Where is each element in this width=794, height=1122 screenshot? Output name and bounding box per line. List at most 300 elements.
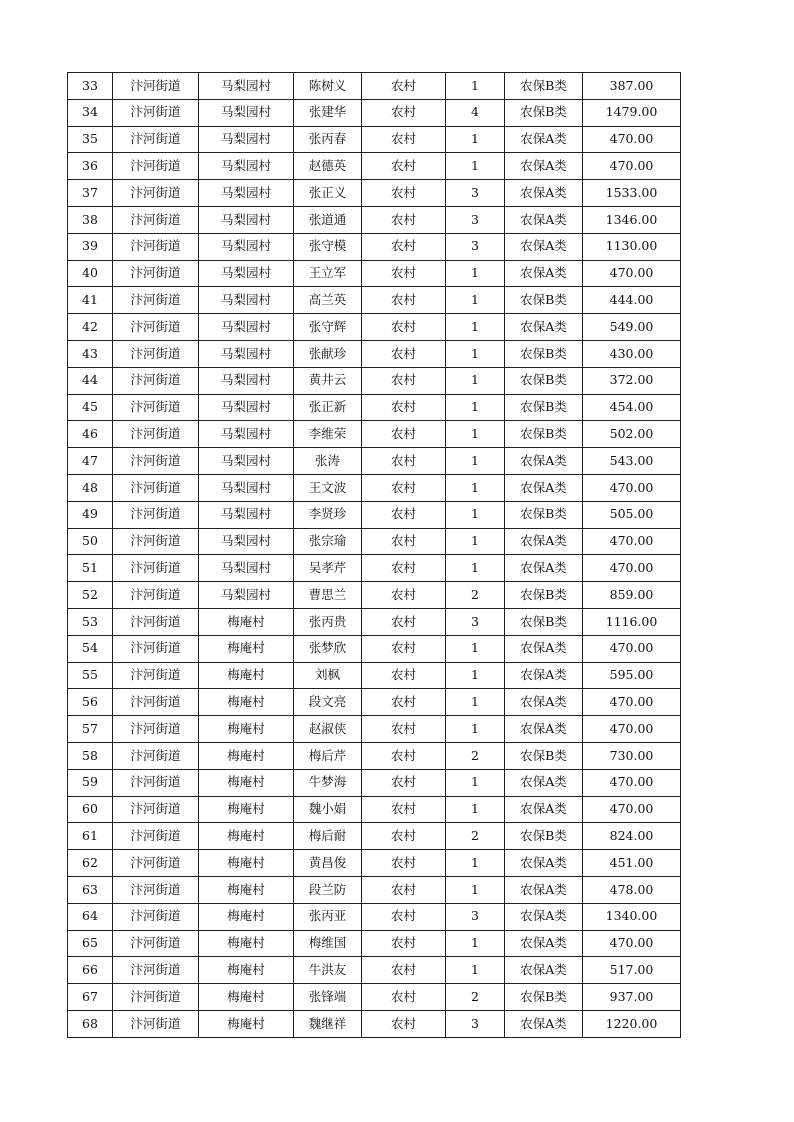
household-size-cell: 1: [446, 796, 505, 823]
household-size-cell: 1: [446, 528, 505, 555]
household-type-cell: 农村: [362, 501, 446, 528]
amount-cell: 372.00: [583, 367, 681, 394]
row-number-cell: 49: [68, 501, 113, 528]
table-row: [68, 957, 681, 984]
village-cell: 马梨园村: [199, 73, 294, 100]
name-cell: 张丙春: [294, 126, 362, 153]
table-row: [68, 501, 681, 528]
street-cell: 汴河街道: [113, 448, 199, 475]
name-cell: 黄井云: [294, 367, 362, 394]
street-cell: 汴河街道: [113, 984, 199, 1011]
village-cell: 梅庵村: [199, 850, 294, 877]
table-row: [68, 662, 681, 689]
street-cell: 汴河街道: [113, 635, 199, 662]
row-number-cell: 57: [68, 716, 113, 743]
amount-cell: 470.00: [583, 689, 681, 716]
village-cell: 马梨园村: [199, 206, 294, 233]
insurance-category-cell: 农保B类: [505, 984, 583, 1011]
street-cell: 汴河街道: [113, 474, 199, 501]
amount-cell: 470.00: [583, 260, 681, 287]
household-size-cell: 3: [446, 608, 505, 635]
household-type-cell: 农村: [362, 126, 446, 153]
row-number-cell: 33: [68, 73, 113, 100]
village-cell: 马梨园村: [199, 501, 294, 528]
household-type-cell: 农村: [362, 99, 446, 126]
amount-cell: 470.00: [583, 930, 681, 957]
household-type-cell: 农村: [362, 233, 446, 260]
name-cell: 赵德英: [294, 153, 362, 180]
insurance-category-cell: 农保A类: [505, 903, 583, 930]
village-cell: 梅庵村: [199, 957, 294, 984]
amount-cell: 517.00: [583, 957, 681, 984]
village-cell: 马梨园村: [199, 394, 294, 421]
amount-cell: 454.00: [583, 394, 681, 421]
amount-cell: 937.00: [583, 984, 681, 1011]
village-cell: 梅庵村: [199, 716, 294, 743]
table-row: [68, 367, 681, 394]
amount-cell: 505.00: [583, 501, 681, 528]
household-size-cell: 2: [446, 984, 505, 1011]
amount-cell: 730.00: [583, 742, 681, 769]
table-row: [68, 73, 681, 100]
street-cell: 汴河街道: [113, 501, 199, 528]
table-row: [68, 528, 681, 555]
household-type-cell: 农村: [362, 421, 446, 448]
household-size-cell: 1: [446, 876, 505, 903]
table-row: [68, 555, 681, 582]
insurance-category-cell: 农保B类: [505, 340, 583, 367]
village-cell: 梅庵村: [199, 769, 294, 796]
street-cell: 汴河街道: [113, 126, 199, 153]
household-type-cell: 农村: [362, 876, 446, 903]
name-cell: 张正新: [294, 394, 362, 421]
household-type-cell: 农村: [362, 984, 446, 1011]
street-cell: 汴河街道: [113, 394, 199, 421]
table-row: [68, 876, 681, 903]
village-cell: 马梨园村: [199, 582, 294, 609]
row-number-cell: 55: [68, 662, 113, 689]
household-type-cell: 农村: [362, 206, 446, 233]
household-type-cell: 农村: [362, 367, 446, 394]
amount-cell: 549.00: [583, 314, 681, 341]
amount-cell: 470.00: [583, 716, 681, 743]
row-number-cell: 56: [68, 689, 113, 716]
household-type-cell: 农村: [362, 180, 446, 207]
household-type-cell: 农村: [362, 903, 446, 930]
village-cell: 梅庵村: [199, 930, 294, 957]
household-size-cell: 3: [446, 1010, 505, 1037]
household-size-cell: 1: [446, 314, 505, 341]
household-type-cell: 农村: [362, 582, 446, 609]
village-cell: 梅庵村: [199, 662, 294, 689]
village-cell: 梅庵村: [199, 689, 294, 716]
street-cell: 汴河街道: [113, 367, 199, 394]
name-cell: 黄昌俊: [294, 850, 362, 877]
amount-cell: 824.00: [583, 823, 681, 850]
amount-cell: 470.00: [583, 474, 681, 501]
name-cell: 张守模: [294, 233, 362, 260]
table-row: [68, 153, 681, 180]
row-number-cell: 38: [68, 206, 113, 233]
name-cell: 魏继祥: [294, 1010, 362, 1037]
household-size-cell: 1: [446, 260, 505, 287]
row-number-cell: 58: [68, 742, 113, 769]
table-row: [68, 474, 681, 501]
household-type-cell: 农村: [362, 474, 446, 501]
row-number-cell: 42: [68, 314, 113, 341]
household-size-cell: 1: [446, 153, 505, 180]
amount-cell: 470.00: [583, 769, 681, 796]
household-size-cell: 1: [446, 287, 505, 314]
household-size-cell: 4: [446, 99, 505, 126]
table-row: [68, 582, 681, 609]
name-cell: 张献珍: [294, 340, 362, 367]
household-size-cell: 3: [446, 233, 505, 260]
street-cell: 汴河街道: [113, 1010, 199, 1037]
village-cell: 梅庵村: [199, 903, 294, 930]
street-cell: 汴河街道: [113, 340, 199, 367]
household-size-cell: 1: [446, 340, 505, 367]
table-row: [68, 1010, 681, 1037]
street-cell: 汴河街道: [113, 796, 199, 823]
village-cell: 梅庵村: [199, 1010, 294, 1037]
household-type-cell: 农村: [362, 635, 446, 662]
street-cell: 汴河街道: [113, 555, 199, 582]
table-row: [68, 394, 681, 421]
village-cell: 马梨园村: [199, 260, 294, 287]
insurance-category-cell: 农保A类: [505, 662, 583, 689]
village-cell: 马梨园村: [199, 448, 294, 475]
insurance-category-cell: 农保A类: [505, 153, 583, 180]
insurance-category-cell: 农保B类: [505, 287, 583, 314]
row-number-cell: 63: [68, 876, 113, 903]
household-size-cell: 1: [446, 394, 505, 421]
row-number-cell: 46: [68, 421, 113, 448]
village-cell: 马梨园村: [199, 126, 294, 153]
name-cell: 王立军: [294, 260, 362, 287]
street-cell: 汴河街道: [113, 742, 199, 769]
insurance-category-cell: 农保A类: [505, 769, 583, 796]
records-table: [67, 72, 681, 1038]
row-number-cell: 36: [68, 153, 113, 180]
name-cell: 吴孝芹: [294, 555, 362, 582]
street-cell: 汴河街道: [113, 876, 199, 903]
table-row: [68, 689, 681, 716]
row-number-cell: 60: [68, 796, 113, 823]
table-row: [68, 421, 681, 448]
amount-cell: 1346.00: [583, 206, 681, 233]
name-cell: 高兰英: [294, 287, 362, 314]
household-type-cell: 农村: [362, 850, 446, 877]
household-size-cell: 1: [446, 73, 505, 100]
village-cell: 马梨园村: [199, 474, 294, 501]
household-type-cell: 农村: [362, 153, 446, 180]
name-cell: 张涛: [294, 448, 362, 475]
row-number-cell: 51: [68, 555, 113, 582]
insurance-category-cell: 农保A类: [505, 180, 583, 207]
street-cell: 汴河街道: [113, 528, 199, 555]
name-cell: 梅维国: [294, 930, 362, 957]
amount-cell: 1533.00: [583, 180, 681, 207]
insurance-category-cell: 农保A类: [505, 689, 583, 716]
table-row: [68, 984, 681, 1011]
street-cell: 汴河街道: [113, 233, 199, 260]
household-type-cell: 农村: [362, 287, 446, 314]
street-cell: 汴河街道: [113, 850, 199, 877]
street-cell: 汴河街道: [113, 287, 199, 314]
name-cell: 张守辉: [294, 314, 362, 341]
amount-cell: 478.00: [583, 876, 681, 903]
name-cell: 刘枫: [294, 662, 362, 689]
table-row: [68, 340, 681, 367]
household-size-cell: 1: [446, 957, 505, 984]
household-type-cell: 农村: [362, 957, 446, 984]
village-cell: 马梨园村: [199, 287, 294, 314]
name-cell: 张道通: [294, 206, 362, 233]
name-cell: 魏小娟: [294, 796, 362, 823]
household-type-cell: 农村: [362, 662, 446, 689]
table-row: [68, 314, 681, 341]
table-row: [68, 930, 681, 957]
household-type-cell: 农村: [362, 823, 446, 850]
household-size-cell: 1: [446, 635, 505, 662]
village-cell: 马梨园村: [199, 340, 294, 367]
name-cell: 张丙亚: [294, 903, 362, 930]
insurance-category-cell: 农保A类: [505, 206, 583, 233]
amount-cell: 444.00: [583, 287, 681, 314]
street-cell: 汴河街道: [113, 99, 199, 126]
insurance-category-cell: 农保A类: [505, 474, 583, 501]
records-table-body: [68, 73, 681, 1038]
table-row: [68, 716, 681, 743]
household-type-cell: 农村: [362, 448, 446, 475]
row-number-cell: 34: [68, 99, 113, 126]
row-number-cell: 39: [68, 233, 113, 260]
name-cell: 张梦欣: [294, 635, 362, 662]
insurance-category-cell: 农保A类: [505, 796, 583, 823]
row-number-cell: 50: [68, 528, 113, 555]
amount-cell: 1479.00: [583, 99, 681, 126]
table-row: [68, 635, 681, 662]
household-type-cell: 农村: [362, 796, 446, 823]
insurance-category-cell: 农保B类: [505, 421, 583, 448]
row-number-cell: 45: [68, 394, 113, 421]
village-cell: 马梨园村: [199, 153, 294, 180]
village-cell: 梅庵村: [199, 796, 294, 823]
insurance-category-cell: 农保B类: [505, 582, 583, 609]
name-cell: 曹思兰: [294, 582, 362, 609]
insurance-category-cell: 农保B类: [505, 608, 583, 635]
household-type-cell: 农村: [362, 314, 446, 341]
row-number-cell: 40: [68, 260, 113, 287]
name-cell: 张建华: [294, 99, 362, 126]
amount-cell: 470.00: [583, 153, 681, 180]
amount-cell: 1220.00: [583, 1010, 681, 1037]
household-size-cell: 1: [446, 555, 505, 582]
street-cell: 汴河街道: [113, 823, 199, 850]
household-size-cell: 1: [446, 689, 505, 716]
street-cell: 汴河街道: [113, 957, 199, 984]
amount-cell: 859.00: [583, 582, 681, 609]
name-cell: 张锋端: [294, 984, 362, 1011]
insurance-category-cell: 农保A类: [505, 957, 583, 984]
insurance-category-cell: 农保A类: [505, 448, 583, 475]
row-number-cell: 41: [68, 287, 113, 314]
street-cell: 汴河街道: [113, 716, 199, 743]
row-number-cell: 53: [68, 608, 113, 635]
amount-cell: 387.00: [583, 73, 681, 100]
village-cell: 马梨园村: [199, 180, 294, 207]
row-number-cell: 44: [68, 367, 113, 394]
street-cell: 汴河街道: [113, 930, 199, 957]
insurance-category-cell: 农保B类: [505, 99, 583, 126]
insurance-category-cell: 农保A类: [505, 635, 583, 662]
insurance-category-cell: 农保B类: [505, 367, 583, 394]
table-row: [68, 448, 681, 475]
amount-cell: 430.00: [583, 340, 681, 367]
street-cell: 汴河街道: [113, 421, 199, 448]
household-type-cell: 农村: [362, 340, 446, 367]
row-number-cell: 52: [68, 582, 113, 609]
table-row: [68, 850, 681, 877]
name-cell: 李维荣: [294, 421, 362, 448]
name-cell: 张宗瑜: [294, 528, 362, 555]
household-type-cell: 农村: [362, 689, 446, 716]
insurance-category-cell: 农保B类: [505, 501, 583, 528]
household-type-cell: 农村: [362, 930, 446, 957]
household-type-cell: 农村: [362, 769, 446, 796]
name-cell: 赵淑侠: [294, 716, 362, 743]
insurance-category-cell: 农保B类: [505, 742, 583, 769]
household-type-cell: 农村: [362, 555, 446, 582]
amount-cell: 470.00: [583, 528, 681, 555]
street-cell: 汴河街道: [113, 582, 199, 609]
village-cell: 梅庵村: [199, 984, 294, 1011]
name-cell: 梅后芹: [294, 742, 362, 769]
row-number-cell: 65: [68, 930, 113, 957]
household-size-cell: 2: [446, 823, 505, 850]
table-row: [68, 769, 681, 796]
household-type-cell: 农村: [362, 73, 446, 100]
household-size-cell: 2: [446, 742, 505, 769]
household-size-cell: 3: [446, 180, 505, 207]
table-row: [68, 206, 681, 233]
table-row: [68, 233, 681, 260]
table-row: [68, 903, 681, 930]
row-number-cell: 43: [68, 340, 113, 367]
name-cell: 牛洪友: [294, 957, 362, 984]
table-row: [68, 180, 681, 207]
village-cell: 马梨园村: [199, 367, 294, 394]
amount-cell: 1340.00: [583, 903, 681, 930]
household-size-cell: 1: [446, 448, 505, 475]
village-cell: 马梨园村: [199, 528, 294, 555]
household-size-cell: 1: [446, 367, 505, 394]
household-type-cell: 农村: [362, 742, 446, 769]
amount-cell: 470.00: [583, 126, 681, 153]
name-cell: 段兰防: [294, 876, 362, 903]
row-number-cell: 54: [68, 635, 113, 662]
table-row: [68, 823, 681, 850]
row-number-cell: 64: [68, 903, 113, 930]
insurance-category-cell: 农保A类: [505, 716, 583, 743]
household-size-cell: 1: [446, 421, 505, 448]
amount-cell: 1116.00: [583, 608, 681, 635]
insurance-category-cell: 农保A类: [505, 850, 583, 877]
street-cell: 汴河街道: [113, 73, 199, 100]
street-cell: 汴河街道: [113, 153, 199, 180]
insurance-category-cell: 农保A类: [505, 528, 583, 555]
amount-cell: 470.00: [583, 555, 681, 582]
insurance-category-cell: 农保A类: [505, 126, 583, 153]
row-number-cell: 47: [68, 448, 113, 475]
village-cell: 马梨园村: [199, 555, 294, 582]
name-cell: 陈树义: [294, 73, 362, 100]
table-row: [68, 608, 681, 635]
household-type-cell: 农村: [362, 1010, 446, 1037]
street-cell: 汴河街道: [113, 662, 199, 689]
street-cell: 汴河街道: [113, 260, 199, 287]
name-cell: 梅后耐: [294, 823, 362, 850]
amount-cell: 470.00: [583, 635, 681, 662]
household-type-cell: 农村: [362, 260, 446, 287]
name-cell: 段文亮: [294, 689, 362, 716]
household-size-cell: 1: [446, 930, 505, 957]
insurance-category-cell: 农保B类: [505, 823, 583, 850]
insurance-category-cell: 农保A类: [505, 314, 583, 341]
amount-cell: 502.00: [583, 421, 681, 448]
insurance-category-cell: 农保A类: [505, 260, 583, 287]
village-cell: 梅庵村: [199, 635, 294, 662]
household-type-cell: 农村: [362, 394, 446, 421]
village-cell: 马梨园村: [199, 314, 294, 341]
row-number-cell: 62: [68, 850, 113, 877]
row-number-cell: 61: [68, 823, 113, 850]
household-type-cell: 农村: [362, 608, 446, 635]
row-number-cell: 35: [68, 126, 113, 153]
village-cell: 马梨园村: [199, 233, 294, 260]
insurance-category-cell: 农保B类: [505, 394, 583, 421]
amount-cell: 470.00: [583, 796, 681, 823]
table-row: [68, 99, 681, 126]
household-size-cell: 3: [446, 903, 505, 930]
table-row: [68, 260, 681, 287]
street-cell: 汴河街道: [113, 903, 199, 930]
household-type-cell: 农村: [362, 528, 446, 555]
street-cell: 汴河街道: [113, 206, 199, 233]
table-row: [68, 287, 681, 314]
table-row: [68, 742, 681, 769]
household-size-cell: 1: [446, 126, 505, 153]
name-cell: 王文波: [294, 474, 362, 501]
household-size-cell: 1: [446, 662, 505, 689]
household-size-cell: 1: [446, 474, 505, 501]
insurance-category-cell: 农保A类: [505, 876, 583, 903]
row-number-cell: 68: [68, 1010, 113, 1037]
household-size-cell: 1: [446, 850, 505, 877]
insurance-category-cell: 农保A类: [505, 233, 583, 260]
row-number-cell: 67: [68, 984, 113, 1011]
household-size-cell: 1: [446, 769, 505, 796]
name-cell: 张正义: [294, 180, 362, 207]
table-row: [68, 796, 681, 823]
name-cell: 张丙贵: [294, 608, 362, 635]
table-row: [68, 126, 681, 153]
insurance-category-cell: 农保A类: [505, 1010, 583, 1037]
insurance-category-cell: 农保A类: [505, 930, 583, 957]
row-number-cell: 48: [68, 474, 113, 501]
row-number-cell: 59: [68, 769, 113, 796]
